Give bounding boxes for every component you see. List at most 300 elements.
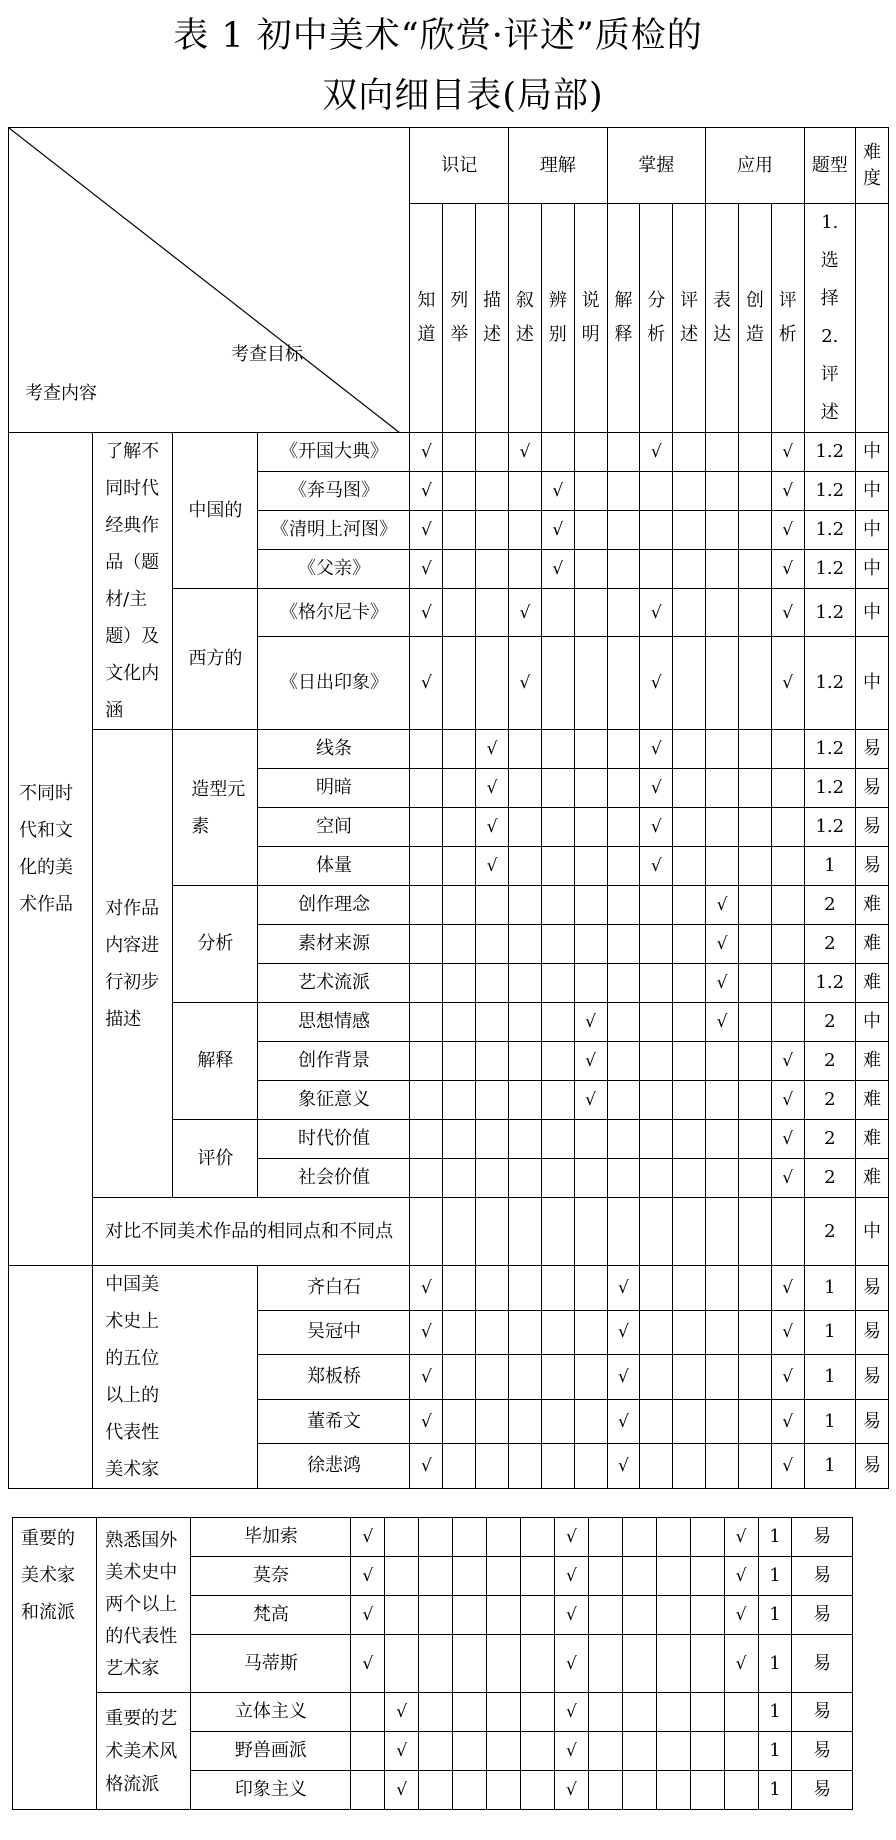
check-cell	[410, 808, 443, 847]
check-cell	[673, 1120, 706, 1159]
check-cell	[410, 1120, 443, 1159]
check-cell: √	[706, 1003, 739, 1042]
check-cell	[541, 964, 574, 1003]
item-cell: 立体主义	[191, 1693, 351, 1732]
group-cell: 分析	[173, 886, 258, 1003]
check-cell	[453, 1596, 487, 1635]
difficulty-cell: 易	[855, 769, 888, 808]
check-cell	[520, 1557, 554, 1596]
check-cell	[476, 925, 509, 964]
check-cell	[738, 1159, 771, 1198]
check-cell	[508, 550, 541, 589]
check-cell	[476, 1266, 509, 1311]
check-cell	[410, 964, 443, 1003]
type-cell: 1	[758, 1596, 792, 1635]
check-cell	[351, 1732, 385, 1771]
item-cell: 明暗	[258, 769, 410, 808]
check-cell: √	[410, 1355, 443, 1400]
check-cell	[541, 808, 574, 847]
check-cell	[520, 1518, 554, 1557]
check-cell	[574, 1355, 607, 1400]
check-cell	[706, 1198, 739, 1266]
check-cell: √	[410, 550, 443, 589]
check-cell	[673, 1444, 706, 1489]
check-cell	[476, 964, 509, 1003]
check-cell: √	[476, 808, 509, 847]
check-cell	[588, 1635, 622, 1693]
type-cell: 1	[758, 1732, 792, 1771]
check-cell	[419, 1557, 453, 1596]
check-cell	[607, 1159, 640, 1198]
check-cell	[690, 1518, 724, 1557]
check-cell	[443, 1159, 476, 1198]
category-cell: 重要的美术家和流派	[13, 1518, 97, 1810]
content-label: 考查内容	[25, 383, 97, 404]
difficulty-cell: 难	[855, 1042, 888, 1081]
check-cell	[607, 808, 640, 847]
difficulty-cell: 难	[855, 1081, 888, 1120]
check-cell	[771, 730, 804, 769]
check-cell	[724, 1732, 758, 1771]
check-cell	[453, 1635, 487, 1693]
check-cell	[673, 964, 706, 1003]
check-cell	[771, 769, 804, 808]
check-cell	[738, 925, 771, 964]
check-cell	[673, 472, 706, 511]
check-cell: √	[771, 1081, 804, 1120]
subgoal-header: 知道	[410, 204, 443, 433]
check-cell	[574, 1159, 607, 1198]
check-cell	[574, 964, 607, 1003]
check-cell: √	[351, 1518, 385, 1557]
check-cell: √	[724, 1635, 758, 1693]
check-cell	[476, 511, 509, 550]
check-cell	[673, 847, 706, 886]
difficulty-cell: 中	[855, 1198, 888, 1266]
check-cell	[640, 1355, 673, 1400]
check-cell	[622, 1771, 656, 1810]
check-cell	[690, 1693, 724, 1732]
check-cell	[443, 1003, 476, 1042]
check-cell: √	[410, 1444, 443, 1489]
check-cell	[574, 886, 607, 925]
objective-cell: 对作品内容进行初步描述	[93, 730, 173, 1198]
type-cell: 2	[804, 886, 855, 925]
type-cell: 1	[758, 1635, 792, 1693]
check-cell: √	[724, 1596, 758, 1635]
check-cell	[520, 1596, 554, 1635]
check-cell	[673, 433, 706, 472]
check-cell	[508, 1120, 541, 1159]
check-cell	[588, 1596, 622, 1635]
check-cell	[771, 925, 804, 964]
item-cell: 《日出印象》	[258, 637, 410, 730]
type-cell: 2	[804, 1042, 855, 1081]
check-cell	[656, 1693, 690, 1732]
subgoal-header: 描述	[476, 204, 509, 433]
check-cell	[574, 511, 607, 550]
check-cell: √	[554, 1596, 588, 1635]
check-cell: √	[410, 472, 443, 511]
check-cell	[574, 1198, 607, 1266]
check-cell: √	[410, 589, 443, 637]
type-cell: 2	[804, 925, 855, 964]
check-cell	[622, 1557, 656, 1596]
check-cell	[574, 1120, 607, 1159]
subgoal-header: 创造	[738, 204, 771, 433]
check-cell: √	[771, 511, 804, 550]
check-cell	[574, 472, 607, 511]
check-cell	[771, 808, 804, 847]
check-cell	[640, 1399, 673, 1444]
check-cell	[656, 1732, 690, 1771]
check-cell	[673, 1399, 706, 1444]
check-cell	[738, 808, 771, 847]
check-cell	[706, 472, 739, 511]
check-cell	[476, 1081, 509, 1120]
check-cell	[443, 808, 476, 847]
check-cell	[476, 472, 509, 511]
check-cell	[443, 1081, 476, 1120]
check-cell: √	[771, 1310, 804, 1355]
check-cell	[476, 637, 509, 730]
difficulty-cell: 难	[855, 1120, 888, 1159]
check-cell	[476, 1159, 509, 1198]
check-cell: √	[410, 1399, 443, 1444]
check-cell	[487, 1732, 521, 1771]
check-cell	[443, 1444, 476, 1489]
check-cell: √	[640, 769, 673, 808]
check-cell	[487, 1771, 521, 1810]
item-cell: 梵高	[191, 1596, 351, 1635]
check-cell	[738, 1042, 771, 1081]
type-cell: 2	[804, 1081, 855, 1120]
category-cell: 不同时代和文化的美术作品	[9, 433, 93, 1266]
check-cell: √	[771, 637, 804, 730]
check-cell: √	[574, 1003, 607, 1042]
check-cell: √	[607, 1266, 640, 1311]
check-cell	[541, 433, 574, 472]
check-cell	[508, 1444, 541, 1489]
check-cell	[690, 1635, 724, 1693]
check-cell	[508, 1310, 541, 1355]
check-cell: √	[607, 1310, 640, 1355]
check-cell: √	[724, 1557, 758, 1596]
check-cell	[706, 1120, 739, 1159]
objective-cell: 熟悉国外美术史中两个以上的代表性艺术家	[97, 1518, 191, 1693]
check-cell	[541, 1042, 574, 1081]
check-cell	[640, 550, 673, 589]
check-cell	[541, 847, 574, 886]
check-cell	[656, 1771, 690, 1810]
check-cell: √	[385, 1771, 419, 1810]
difficulty-cell: 中	[855, 472, 888, 511]
check-cell	[453, 1557, 487, 1596]
difficulty-cell: 难	[855, 886, 888, 925]
difficulty-cell: 难	[855, 1159, 888, 1198]
check-cell: √	[640, 808, 673, 847]
check-cell	[640, 1198, 673, 1266]
check-cell	[771, 1198, 804, 1266]
check-cell: √	[640, 847, 673, 886]
check-cell	[673, 1266, 706, 1311]
check-cell	[574, 1266, 607, 1311]
item-cell: 齐白石	[258, 1266, 410, 1311]
check-cell	[656, 1635, 690, 1693]
check-cell	[607, 1120, 640, 1159]
goal-label: 考查目标	[231, 344, 303, 365]
check-cell	[574, 550, 607, 589]
check-cell	[508, 808, 541, 847]
check-cell: √	[351, 1557, 385, 1596]
check-cell	[410, 886, 443, 925]
check-cell	[574, 769, 607, 808]
item-cell: 象征意义	[258, 1081, 410, 1120]
item-cell: 思想情感	[258, 1003, 410, 1042]
check-cell	[588, 1771, 622, 1810]
check-cell	[640, 925, 673, 964]
subgoal-header: 分析	[640, 204, 673, 433]
check-cell	[508, 1355, 541, 1400]
check-cell	[574, 730, 607, 769]
difficulty-cell: 难	[855, 964, 888, 1003]
subgoal-header: 辨别	[541, 204, 574, 433]
check-cell	[443, 637, 476, 730]
check-cell: √	[410, 433, 443, 472]
check-cell	[443, 847, 476, 886]
check-cell	[738, 964, 771, 1003]
item-cell: 线条	[258, 730, 410, 769]
difficulty-cell: 中	[855, 433, 888, 472]
check-cell	[508, 886, 541, 925]
objective-cell: 中国美术史上的五位以上的代表性美术家	[93, 1266, 258, 1489]
check-cell	[443, 769, 476, 808]
check-cell	[640, 1159, 673, 1198]
difficulty-cell: 中	[855, 637, 888, 730]
difficulty-cell: 中	[855, 511, 888, 550]
table-title: 表 1 初中美术“欣赏·评述”质检的	[173, 16, 703, 56]
check-cell: √	[640, 730, 673, 769]
header-row-groups	[9, 128, 889, 204]
type-cell: 1	[804, 1355, 855, 1400]
difficulty-cell: 中	[855, 589, 888, 637]
check-cell	[443, 1042, 476, 1081]
check-cell	[385, 1518, 419, 1557]
check-cell	[588, 1693, 622, 1732]
check-cell	[706, 1081, 739, 1120]
check-cell	[443, 1120, 476, 1159]
check-cell	[673, 1159, 706, 1198]
check-cell	[385, 1635, 419, 1693]
check-cell	[541, 1310, 574, 1355]
difficulty-cell: 易	[792, 1596, 852, 1635]
check-cell	[443, 886, 476, 925]
check-cell	[622, 1518, 656, 1557]
check-cell	[673, 511, 706, 550]
check-cell	[738, 1399, 771, 1444]
check-cell	[706, 808, 739, 847]
check-cell: √	[541, 472, 574, 511]
check-cell	[724, 1771, 758, 1810]
difficulty-cell: 易	[855, 847, 888, 886]
group-cell: 造型元素	[173, 730, 258, 886]
check-cell	[476, 1042, 509, 1081]
check-cell	[640, 1444, 673, 1489]
check-cell	[410, 769, 443, 808]
check-cell: √	[554, 1635, 588, 1693]
check-cell: √	[771, 589, 804, 637]
check-cell	[520, 1693, 554, 1732]
region-cell-west: 西方的	[173, 589, 258, 730]
check-cell: √	[607, 1444, 640, 1489]
check-cell	[508, 1159, 541, 1198]
check-cell	[508, 847, 541, 886]
check-cell	[706, 1159, 739, 1198]
subgoal-header: 列举	[443, 204, 476, 433]
type-cell: 2	[804, 1003, 855, 1042]
check-cell	[656, 1557, 690, 1596]
check-cell	[476, 1355, 509, 1400]
check-cell	[607, 637, 640, 730]
subgoal-header: 说明	[574, 204, 607, 433]
check-cell: √	[410, 637, 443, 730]
check-cell	[607, 886, 640, 925]
check-cell	[520, 1635, 554, 1693]
check-cell	[476, 1399, 509, 1444]
item-cell: 野兽画派	[191, 1732, 351, 1771]
check-cell	[508, 511, 541, 550]
check-cell: √	[351, 1635, 385, 1693]
check-cell	[738, 1444, 771, 1489]
check-cell: √	[554, 1771, 588, 1810]
diagonal-header-cell	[9, 128, 410, 433]
check-cell	[640, 1042, 673, 1081]
check-cell	[574, 589, 607, 637]
check-cell: √	[706, 964, 739, 1003]
check-cell	[724, 1693, 758, 1732]
check-cell	[738, 1120, 771, 1159]
check-cell	[410, 847, 443, 886]
check-cell	[541, 1003, 574, 1042]
check-cell	[706, 433, 739, 472]
check-cell	[541, 1198, 574, 1266]
check-cell	[640, 1266, 673, 1311]
check-cell	[443, 925, 476, 964]
check-cell	[706, 847, 739, 886]
check-cell	[622, 1732, 656, 1771]
group-header-master: 掌握	[607, 128, 706, 204]
check-cell: √	[476, 769, 509, 808]
check-cell	[673, 1042, 706, 1081]
check-cell	[607, 964, 640, 1003]
type-cell: 1.2	[804, 769, 855, 808]
check-cell	[385, 1557, 419, 1596]
check-cell: √	[385, 1732, 419, 1771]
spec-table-main	[8, 127, 889, 1489]
check-cell	[453, 1732, 487, 1771]
check-cell: √	[476, 847, 509, 886]
difficulty-cell: 中	[855, 550, 888, 589]
check-cell	[706, 1444, 739, 1489]
check-cell	[771, 847, 804, 886]
check-cell: √	[771, 1120, 804, 1159]
check-cell	[622, 1693, 656, 1732]
item-cell: 创作理念	[258, 886, 410, 925]
group-header-apply: 应用	[706, 128, 805, 204]
check-cell	[673, 886, 706, 925]
type-cell: 1.2	[804, 730, 855, 769]
check-cell	[476, 1444, 509, 1489]
type-cell: 1.2	[804, 472, 855, 511]
difficulty-cell: 易	[855, 1399, 888, 1444]
check-cell	[622, 1596, 656, 1635]
check-cell	[487, 1557, 521, 1596]
check-cell: √	[410, 1266, 443, 1311]
subgoal-header: 解释	[607, 204, 640, 433]
check-cell	[476, 550, 509, 589]
subgoal-header: 叙述	[508, 204, 541, 433]
check-cell	[771, 964, 804, 1003]
type-cell: 2	[804, 1159, 855, 1198]
check-cell	[541, 1081, 574, 1120]
type-cell: 1	[758, 1557, 792, 1596]
type-cell: 2	[804, 1198, 855, 1266]
check-cell	[443, 589, 476, 637]
type-desc-cell: 1.选择2.评述	[804, 204, 855, 433]
check-cell	[508, 1042, 541, 1081]
check-cell	[443, 550, 476, 589]
check-cell: √	[554, 1693, 588, 1732]
check-cell: √	[410, 511, 443, 550]
check-cell	[738, 589, 771, 637]
region-cell-china: 中国的	[173, 433, 258, 589]
item-cell: 毕加索	[191, 1518, 351, 1557]
check-cell	[574, 433, 607, 472]
check-cell	[640, 964, 673, 1003]
type-cell: 1	[804, 1266, 855, 1311]
check-cell: √	[541, 550, 574, 589]
item-cell: 素材来源	[258, 925, 410, 964]
check-cell	[690, 1732, 724, 1771]
check-cell	[443, 472, 476, 511]
check-cell	[706, 1355, 739, 1400]
check-cell	[351, 1693, 385, 1732]
check-cell	[607, 589, 640, 637]
item-cell: 印象主义	[191, 1771, 351, 1810]
type-cell: 1.2	[804, 550, 855, 589]
check-cell: √	[771, 433, 804, 472]
difficulty-cell: 易	[792, 1518, 852, 1557]
check-cell	[410, 1042, 443, 1081]
item-cell: 《清明上河图》	[258, 511, 410, 550]
check-cell	[508, 1081, 541, 1120]
check-cell	[541, 925, 574, 964]
check-cell	[607, 925, 640, 964]
check-cell: √	[640, 589, 673, 637]
difficulty-cell: 易	[792, 1771, 852, 1810]
check-cell	[706, 1399, 739, 1444]
check-cell	[673, 1081, 706, 1120]
check-cell	[487, 1635, 521, 1693]
group-header-understand: 理解	[508, 128, 607, 204]
check-cell	[738, 511, 771, 550]
check-cell	[607, 1198, 640, 1266]
table-row	[9, 1266, 889, 1311]
check-cell: √	[771, 472, 804, 511]
check-cell	[588, 1557, 622, 1596]
check-cell: √	[574, 1042, 607, 1081]
check-cell	[656, 1518, 690, 1557]
